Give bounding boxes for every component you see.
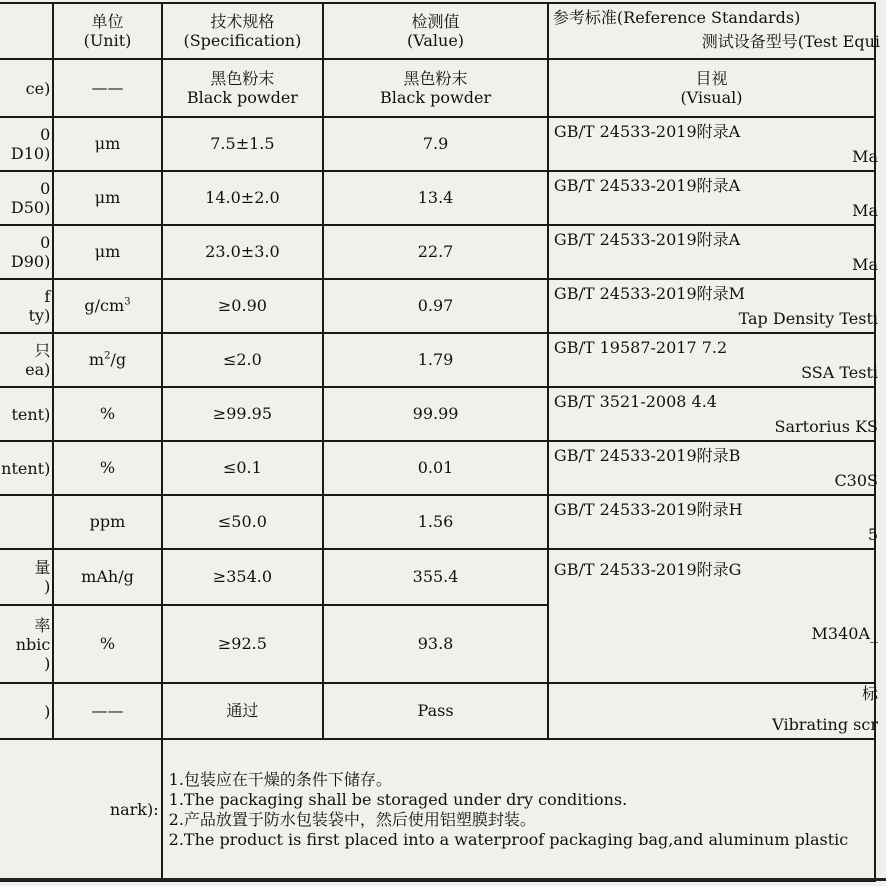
- table-row: [0, 387, 875, 441]
- unit-cell: %: [53, 387, 161, 441]
- spec-cell: ≥92.5: [162, 605, 324, 683]
- value-header: 检测值 (Value): [323, 3, 548, 59]
- specification-table: [0, 2, 880, 882]
- reference-cell: [548, 279, 878, 333]
- value-cell: 93.8: [323, 605, 548, 683]
- equipment-cell: 目视 (Visual): [548, 59, 875, 117]
- item-cell: 量 ): [0, 549, 53, 605]
- standard-text: GB/T 24533-2019附录G: [553, 560, 742, 579]
- spec-cell: ≥99.95: [162, 387, 324, 441]
- equipment-text: 5: [867, 525, 878, 544]
- value-cell: 0.01: [323, 441, 548, 495]
- reference-cell: [548, 117, 878, 171]
- equipment-text: C30S: [834, 471, 878, 490]
- remark-line: 1.包装应在干燥的条件下储存。: [168, 770, 392, 789]
- standard-text: GB/T 24533-2019附录H: [553, 500, 743, 519]
- standard-text: GB/T 24533-2019附录A: [553, 176, 741, 195]
- remark-row: [0, 739, 875, 881]
- spec-cell: 7.5±1.5: [162, 117, 324, 171]
- remark-line: 1.The packaging shall be storaged under dry conditions.: [168, 790, 628, 809]
- equipment-text: Sartorius KS: [774, 417, 878, 436]
- table-row: [0, 225, 875, 279]
- table-row: [0, 59, 875, 117]
- remark-line: 2.The product is first placed into a waterproof packaging bag,and aluminum plastic: [168, 830, 849, 849]
- unit-cell: μm: [53, 171, 161, 225]
- equipment-text: Tap Density Testi: [738, 309, 878, 328]
- standard-text: GB/T 24533-2019附录B: [553, 446, 741, 465]
- spec-cell: ≤2.0: [162, 333, 324, 387]
- standard-text: GB/T 24533-2019附录M: [553, 284, 746, 303]
- spec-cell: ≤50.0: [162, 495, 324, 549]
- item-cell: 0 D50): [0, 171, 53, 225]
- unit-cell: $g/cm^3$: [53, 279, 161, 333]
- spec-cell: 黑色粉末 Black powder: [162, 59, 324, 117]
- item-header-cell: [0, 3, 53, 59]
- table-row: [0, 171, 875, 225]
- equipment-text: M340A_: [811, 624, 878, 643]
- spec-cell: ≥0.90: [162, 279, 324, 333]
- reference-cell: [548, 225, 878, 279]
- reference-cell: [548, 333, 878, 387]
- item-cell: f ty): [0, 279, 53, 333]
- table-row: [0, 495, 875, 549]
- standard-text: GB/T 24533-2019附录A: [553, 122, 741, 141]
- unit-header: 单位 (Unit): [53, 3, 161, 59]
- table-row: [0, 549, 875, 605]
- reference-header: 参考标准(Reference Standards) 测试设备型号(Test Equi: [548, 3, 875, 59]
- standard-text: GB/T 19587-2017 7.2: [553, 338, 728, 357]
- table-row: [0, 333, 875, 387]
- value-cell: 22.7: [323, 225, 548, 279]
- item-cell: tent): [0, 387, 53, 441]
- table-row: [0, 683, 875, 739]
- remark-content: [162, 739, 875, 881]
- value-cell: 1.79: [323, 333, 548, 387]
- reference-cell: [548, 683, 878, 739]
- reference-cell: [548, 387, 878, 441]
- reference-cell: [548, 549, 878, 683]
- remark-line: 2.产品放置于防水包装袋中，然后使用铝塑膜封装。: [168, 810, 536, 829]
- standard-text: GB/T 3521-2008 4.4: [553, 392, 717, 411]
- equipment-text: 标: [861, 684, 878, 703]
- value-cell: 7.9: [323, 117, 548, 171]
- remark-label: nark):: [0, 739, 162, 881]
- table-header-row: [0, 3, 875, 59]
- unit-cell: mAh/g: [53, 549, 161, 605]
- bottom-divider: [0, 878, 886, 881]
- equipment-text: SSA Testi: [801, 363, 878, 382]
- table-row: [0, 441, 875, 495]
- item-cell: 0 D10): [0, 117, 53, 171]
- unit-cell: $m^2/g$: [53, 333, 161, 387]
- value-cell: Pass: [323, 683, 548, 739]
- value-cell: 13.4: [323, 171, 548, 225]
- item-cell: 0 D90): [0, 225, 53, 279]
- equipment-text: Ma: [852, 201, 878, 220]
- table-row: [0, 117, 875, 171]
- spec-header: 技术规格 (Specification): [162, 3, 324, 59]
- item-cell: 只 ea): [0, 333, 53, 387]
- spec-cell: ≤0.1: [162, 441, 324, 495]
- value-cell: 355.4: [323, 549, 548, 605]
- spec-cell: 通过: [162, 683, 324, 739]
- unit-cell: %: [53, 605, 161, 683]
- item-cell: ): [0, 683, 53, 739]
- item-cell: [0, 495, 53, 549]
- value-cell: 1.56: [323, 495, 548, 549]
- item-cell: 率 nbic ): [0, 605, 53, 683]
- spec-cell: 23.0±3.0: [162, 225, 324, 279]
- reference-cell: [548, 441, 878, 495]
- standard-text: GB/T 24533-2019附录A: [553, 230, 741, 249]
- spec-cell: ≥354.0: [162, 549, 324, 605]
- equipment-text: Ma: [852, 255, 878, 274]
- unit-cell: ——: [53, 683, 161, 739]
- item-cell: ce): [0, 59, 53, 117]
- value-cell: 0.97: [323, 279, 548, 333]
- reference-cell: [548, 171, 878, 225]
- equipment-text: Vibrating scr: [772, 715, 878, 734]
- unit-cell: ——: [53, 59, 161, 117]
- item-cell: ntent): [0, 441, 53, 495]
- unit-cell: μm: [53, 225, 161, 279]
- equipment-text: Ma: [852, 147, 878, 166]
- unit-cell: %: [53, 441, 161, 495]
- unit-cell: μm: [53, 117, 161, 171]
- unit-cell: ppm: [53, 495, 161, 549]
- value-cell: 黑色粉末 Black powder: [323, 59, 548, 117]
- spec-cell: 14.0±2.0: [162, 171, 324, 225]
- value-cell: 99.99: [323, 387, 548, 441]
- table-row: [0, 279, 875, 333]
- reference-cell: [548, 495, 878, 549]
